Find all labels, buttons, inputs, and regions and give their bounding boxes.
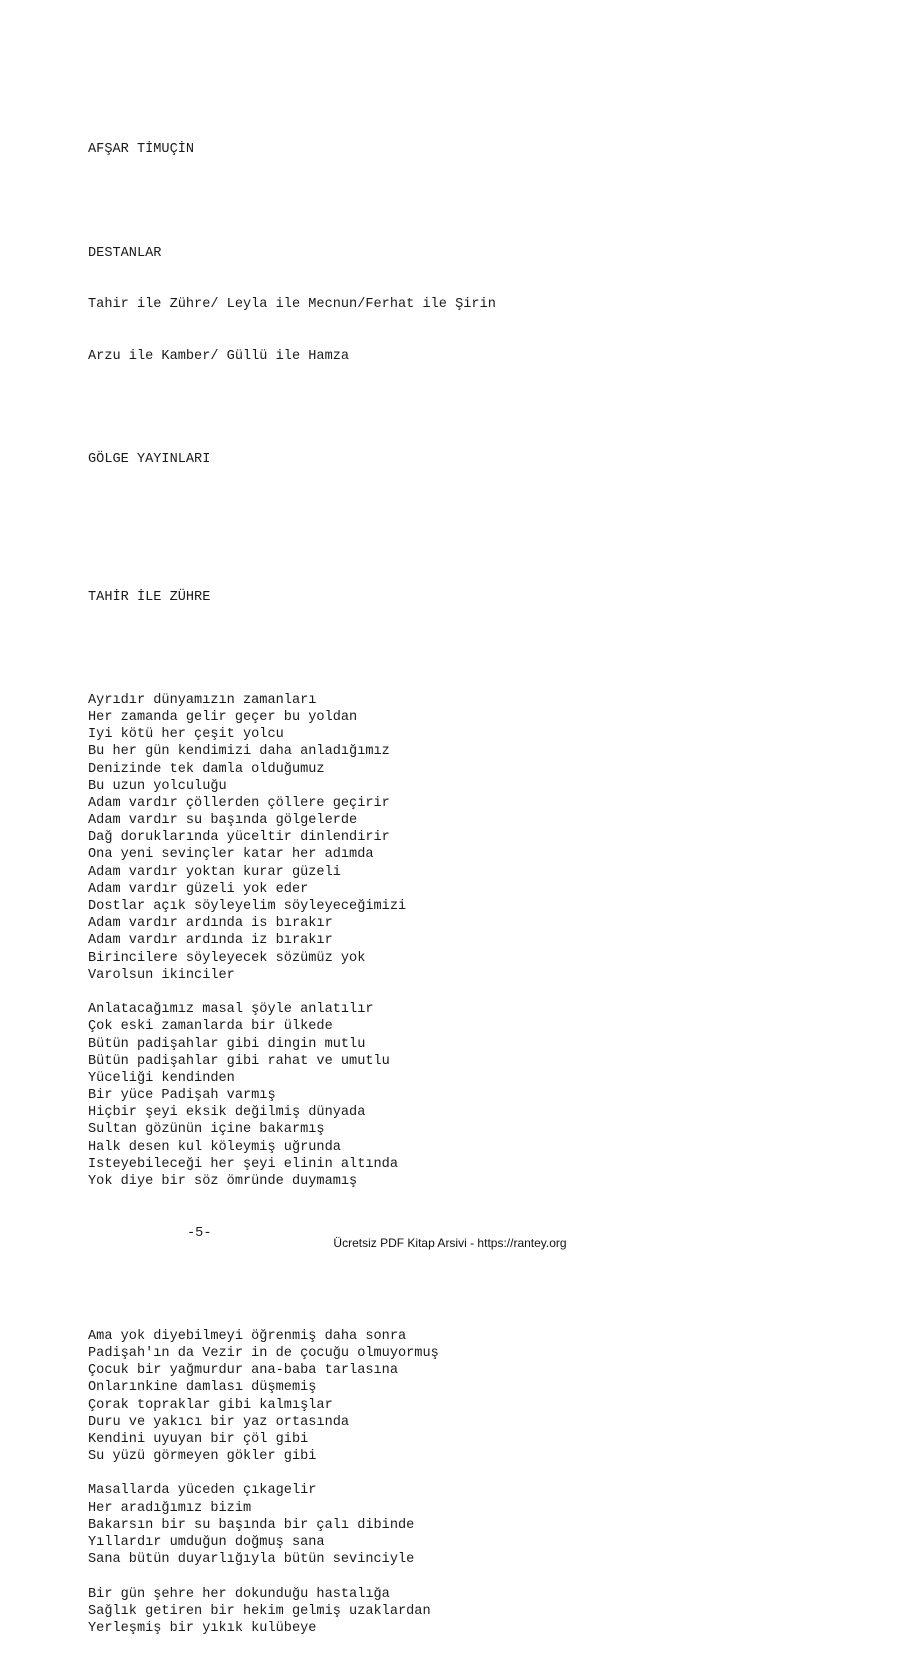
blank-line: [88, 640, 496, 657]
blank-line: [88, 1568, 496, 1585]
poem-line: Bütün padişahlar gibi dingin mutlu: [88, 1036, 366, 1052]
poem-line: Adam vardır yoktan kurar güzeli: [88, 864, 341, 880]
poem-stanzas: [88, 692, 496, 1190]
collection-title: DESTANLAR: [88, 245, 162, 261]
poem-line: Ona yeni sevinçler katar her adımda: [88, 847, 374, 863]
blank-space: [88, 503, 496, 555]
poem-line: Duru ve yakıcı bir yaz ortasında: [88, 1414, 350, 1430]
contents-line: Arzu ile Kamber/ Güllü ile Hamza: [88, 348, 350, 364]
poem-line: Bu uzun yolculuğu: [88, 778, 227, 794]
poem-line: Bir gün şehre her dokunduğu hastalığa: [88, 1586, 390, 1602]
poem-line: Ama yok diyebilmeyi öğrenmiş daha sonra: [88, 1328, 407, 1344]
poem-line: Su yüzü görmeyen gökler gibi: [88, 1449, 317, 1465]
stanza: [88, 1328, 496, 1466]
contents-line: Tahir ile Zühre/ Leyla ile Mecnun/Ferhat ile Şirin: [88, 297, 496, 313]
poem-line: Denizinde tek damla olduğumuz: [88, 761, 325, 777]
poem-line: Yüceliği kendinden: [88, 1070, 235, 1086]
poem-line: Her zamanda gelir geçer bu yoldan: [88, 709, 358, 725]
poem-line: Her aradığımız bizim: [88, 1500, 252, 1516]
poem-line: Hiçbir şeyi eksik değilmiş dünyada: [88, 1105, 366, 1121]
poem-line: Çorak topraklar gibi kalmışlar: [88, 1397, 333, 1413]
text-body: [88, 107, 496, 1672]
poem-line: Kendini uyuyan bir çöl gibi: [88, 1431, 309, 1447]
poem-line: Padişah'ın da Vezir in de çocuğu olmuyormuş: [88, 1345, 439, 1361]
poem-line: Sağlık getiren bir hekim gelmiş uzaklardan: [88, 1603, 431, 1619]
blank-line: [88, 984, 496, 1001]
poem-line: Adam vardır su başında gölgelerde: [88, 813, 358, 829]
poem-line: Çocuk bir yağmurdur ana-baba tarlasına: [88, 1363, 398, 1379]
poem-line: Masallarda yüceden çıkagelir: [88, 1483, 317, 1499]
poem-line: Birincilere söyleyecek sözümüz yok: [88, 950, 366, 966]
stanza: [88, 1586, 496, 1638]
blank-line: [88, 1465, 496, 1482]
poem-line: Sultan gözünün içine bakarmış: [88, 1122, 325, 1138]
publisher-name: GÖLGE YAYINLARI: [88, 451, 211, 467]
poem-line: Bakarsın bir su başında bir çalı dibinde: [88, 1517, 415, 1533]
blank-line: [88, 399, 496, 416]
poem-line: Halk desen kul köleymiş uğrunda: [88, 1139, 341, 1155]
poem-line: Bütün padişahlar gibi rahat ve umutlu: [88, 1053, 390, 1069]
poem-stanzas-continued: [88, 1328, 496, 1637]
footer-watermark: Ücretsiz PDF Kitap Arsivi - https://rantey.org: [333, 1236, 567, 1250]
poem-line: Yok diye bir söz ömründe duymamış: [88, 1174, 358, 1189]
stanza: [88, 1001, 496, 1190]
poem-line: Anlatacağımız masal şöyle anlatılır: [88, 1002, 374, 1018]
poem-line: Yıllardır umduğun doğmuş sana: [88, 1535, 325, 1551]
poem-line: Dostlar açık söyleyelim söyleyeceğimizi: [88, 899, 407, 914]
poem-line: Bu her gün kendimizi daha anladığımız: [88, 744, 390, 760]
poem-line: Sana bütün duyarlığıyla bütün sevinciyle: [88, 1552, 415, 1568]
poem-line: Bir yüce Padişah varmış: [88, 1088, 276, 1104]
blank-line: [88, 193, 496, 210]
author-name: AFŞAR TİMUÇİN: [88, 142, 195, 158]
blank-line: [88, 1276, 496, 1293]
poem-line: Iyi kötü her çeşit yolcu: [88, 727, 284, 743]
poem-line: Dağ doruklarında yüceltir dinlendirir: [88, 830, 390, 846]
stanza: [88, 1482, 496, 1568]
poem-line: Adam vardır çöllerden çöllere geçirir: [88, 795, 390, 811]
poem-line: Varolsun ikinciler: [88, 967, 235, 983]
poem-line: Ayrıdır dünyamızın zamanları: [88, 692, 317, 708]
poem-line: Isteyebileceği her şeyi elinin altında: [88, 1156, 398, 1172]
poem-line: Yerleşmiş bir yıkık kulübeye: [88, 1620, 317, 1636]
stanza: [88, 692, 496, 984]
poem-line: Çok eski zamanlarda bir ülkede: [88, 1019, 333, 1035]
poem-line: Adam vardır güzeli yok eder: [88, 881, 309, 897]
poem-line: Adam vardır ardında iz bırakır: [88, 933, 333, 949]
section-title: TAHİR İLE ZÜHRE: [88, 589, 211, 605]
poem-line: Adam vardır ardında is bırakır: [88, 916, 333, 932]
page-number: -5-: [187, 1225, 212, 1241]
poem-line: Onlarınkine damlası düşmemiş: [88, 1380, 317, 1396]
